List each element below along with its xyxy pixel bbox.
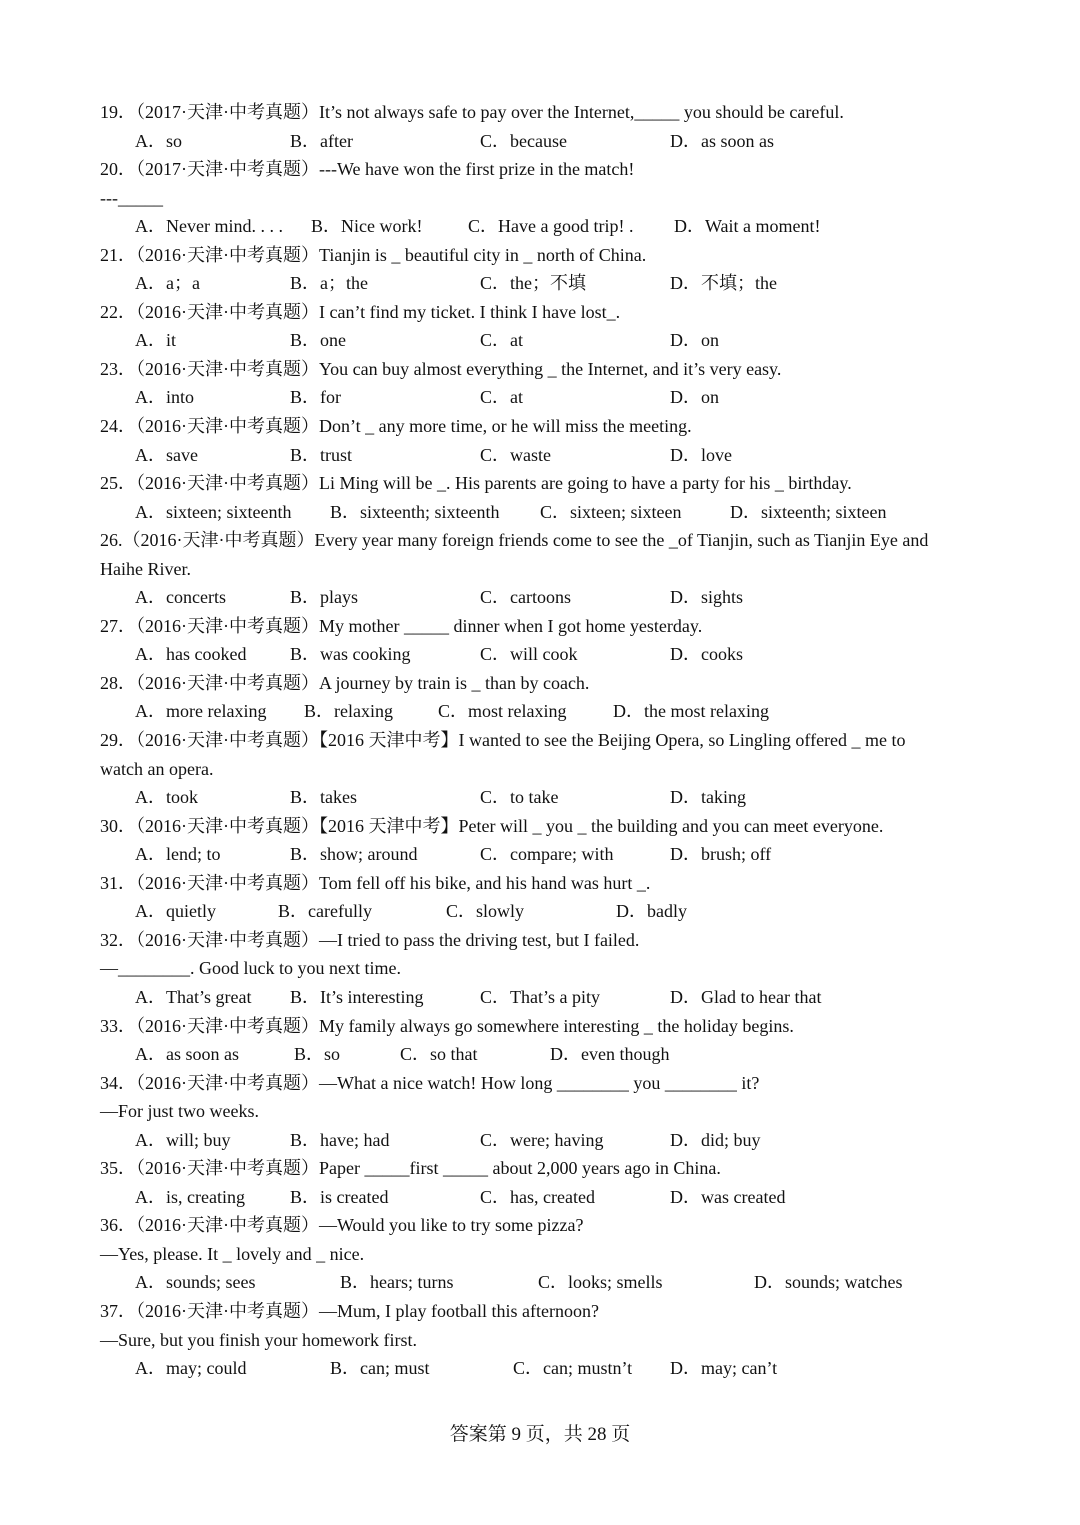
answer-options	[100, 1126, 1000, 1155]
question-stem-continuation: —Sure, but you finish your homework first.	[100, 1329, 417, 1350]
option-c: C．the；不填	[480, 273, 586, 294]
option-c: C．will cook	[480, 644, 578, 665]
option-b: B．is created	[290, 1186, 389, 1207]
question-q35	[100, 1154, 1000, 1211]
option-c: C．looks; smells	[538, 1272, 663, 1293]
option-a: A．into	[135, 387, 195, 408]
option-b: B．for	[290, 387, 341, 408]
option-a: A．it	[135, 330, 177, 351]
question-q23	[100, 355, 1000, 412]
answer-options	[100, 1183, 1000, 1212]
option-b: B．was cooking	[290, 644, 411, 665]
option-c: C．That’s a pity	[480, 986, 600, 1007]
question-stem: 37．（2016·天津·中考真题）—Mum, I play football this afternoon?	[100, 1300, 599, 1321]
option-b: B．relaxing	[304, 701, 393, 722]
option-b: B．have; had	[290, 1129, 390, 1150]
answer-options	[100, 1268, 1000, 1297]
question-q24	[100, 412, 1000, 469]
question-stem: 26.（2016·天津·中考真题）Every year many foreign friends come to see the _of Tianjin, such as Tianjin Eye and	[100, 530, 929, 551]
question-q20	[100, 155, 1000, 241]
option-b: B．one	[290, 330, 346, 351]
question-stem: 28．（2016·天津·中考真题）A journey by train is _ than by coach.	[100, 672, 590, 693]
option-b: B．so	[294, 1044, 341, 1065]
option-a: A．may; could	[135, 1358, 247, 1379]
option-a: A．so	[135, 130, 183, 151]
question-stem: 21．（2016·天津·中考真题）Tianjin is _ beautiful city in _ north of China.	[100, 244, 647, 265]
answer-options	[100, 897, 1000, 926]
question-stem-continuation: ---_____	[100, 187, 163, 208]
answer-options	[100, 212, 1000, 241]
option-d: D．on	[670, 387, 719, 408]
option-c: C．to take	[480, 787, 559, 808]
question-q27	[100, 612, 1000, 669]
option-d: D．sounds; watches	[754, 1272, 903, 1293]
option-d: D．as soon as	[670, 130, 774, 151]
option-a: A．is, creating	[135, 1186, 245, 1207]
question-stem: 31．（2016·天津·中考真题）Tom fell off his bike, and his hand was hurt _.	[100, 872, 651, 893]
question-stem: 33．（2016·天津·中考真题）My family always go somewhere interesting _ the holiday begins.	[100, 1015, 794, 1036]
option-b: B．sixteenth; sixteenth	[330, 501, 500, 522]
answer-options	[100, 697, 1000, 726]
answer-options	[100, 127, 1000, 156]
question-stem: 36．（2016·天津·中考真题）—Would you like to try some pizza?	[100, 1215, 584, 1236]
option-b: B．carefully	[278, 901, 372, 922]
option-d: D．the most relaxing	[613, 701, 769, 722]
option-b: B．Nice work!	[311, 216, 423, 237]
question-q37	[100, 1297, 1000, 1383]
question-stem: 27．（2016·天津·中考真题）My mother _____ dinner when I got home yesterday.	[100, 615, 703, 636]
question-stem: 24．（2016·天津·中考真题）Don’t _ any more time, or he will miss the meeting.	[100, 416, 692, 437]
answer-options	[100, 583, 1000, 612]
question-q33	[100, 1012, 1000, 1069]
option-d: D．Wait a moment!	[674, 216, 821, 237]
option-b: B．plays	[290, 587, 359, 608]
question-stem: 30．（2016·天津·中考真题）【2016 天津中考】Peter will _ you _ the building and you can meet everyone.	[100, 815, 884, 836]
option-a: A．That’s great	[135, 986, 252, 1007]
option-b: B．trust	[290, 444, 353, 465]
option-b: B．hears; turns	[340, 1272, 454, 1293]
question-stem-continuation: —Yes, please. It _ lovely and _ nice.	[100, 1243, 365, 1264]
option-a: A．Never mind. . . .	[135, 216, 283, 237]
question-q28	[100, 669, 1000, 726]
answer-options	[100, 1354, 1000, 1383]
question-q21	[100, 241, 1000, 298]
option-a: A．sounds; sees	[135, 1272, 256, 1293]
option-c: C．has, created	[480, 1186, 595, 1207]
option-c: C．so that	[400, 1044, 478, 1065]
option-c: C．can; mustn’t	[513, 1358, 633, 1379]
question-q32	[100, 926, 1000, 1012]
question-q26	[100, 526, 1000, 612]
option-c: C．because	[480, 130, 567, 151]
option-c: C．sixteen; sixteen	[540, 501, 682, 522]
option-a: A．took	[135, 787, 198, 808]
answer-options	[100, 498, 1000, 527]
answer-options	[100, 326, 1000, 355]
question-q19	[100, 98, 1000, 155]
option-c: C．Have a good trip! .	[468, 216, 634, 237]
answer-options	[100, 983, 1000, 1012]
question-stem-continuation: watch an opera.	[100, 758, 214, 779]
question-q31	[100, 869, 1000, 926]
option-a: A．a；a	[135, 273, 200, 294]
option-a: A．more relaxing	[135, 701, 267, 722]
option-c: C．at	[480, 330, 523, 351]
question-stem: 20．（2017·天津·中考真题）---We have won the first prize in the match!	[100, 159, 635, 180]
option-c: C．compare; with	[480, 844, 614, 865]
question-stem-continuation: Haihe River.	[100, 558, 191, 579]
question-q29	[100, 726, 1000, 812]
option-d: D．cooks	[670, 644, 743, 665]
question-stem: 29．（2016·天津·中考真题）【2016 天津中考】I wanted to see the Beijing Opera, so Lingling offered _ me to	[100, 730, 906, 751]
answer-options	[100, 269, 1000, 298]
option-d: D．on	[670, 330, 719, 351]
option-a: A．concerts	[135, 587, 226, 608]
option-d: D．sixteenth; sixteen	[730, 501, 887, 522]
option-a: A．lend; to	[135, 844, 221, 865]
option-b: B．a；the	[290, 273, 368, 294]
option-d: D．even though	[550, 1044, 670, 1065]
option-d: D．love	[670, 444, 732, 465]
option-a: A．will; buy	[135, 1129, 231, 1150]
option-b: B．show; around	[290, 844, 418, 865]
option-a: A．as soon as	[135, 1044, 239, 1065]
question-stem: 34．（2016·天津·中考真题）—What a nice watch! How long ________ you ________ it?	[100, 1072, 760, 1093]
option-c: C．at	[480, 387, 523, 408]
option-d: D．was created	[670, 1186, 786, 1207]
question-q25	[100, 469, 1000, 526]
question-stem: 22．（2016·天津·中考真题）I can’t find my ticket. I think I have lost_.	[100, 301, 621, 322]
option-d: D．Glad to hear that	[670, 986, 822, 1007]
answer-options	[100, 441, 1000, 470]
option-a: A．save	[135, 444, 198, 465]
option-d: D．sights	[670, 587, 744, 608]
option-d: D．did; buy	[670, 1129, 761, 1150]
question-q34	[100, 1069, 1000, 1155]
page-footer: 答案第 9 页，共 28 页	[449, 1424, 631, 1445]
answer-options	[100, 383, 1000, 412]
option-c: C．were; having	[480, 1129, 604, 1150]
option-a: A．quietly	[135, 901, 216, 922]
option-c: C．waste	[480, 444, 551, 465]
option-c: C．slowly	[446, 901, 525, 922]
question-stem: 35．（2016·天津·中考真题）Paper _____first _____ about 2,000 years ago in China.	[100, 1158, 721, 1179]
question-stem: 25．（2016·天津·中考真题）Li Ming will be _. His parents are going to have a party for his _ birthday.	[100, 473, 852, 494]
answer-options	[100, 840, 1000, 869]
option-d: D．may; can’t	[670, 1358, 778, 1379]
question-stem-continuation: —________. Good luck to you next time.	[100, 958, 401, 979]
option-d: D．不填；the	[670, 273, 777, 294]
option-b: B．takes	[290, 787, 357, 808]
option-a: A．sixteen; sixteenth	[135, 501, 292, 522]
question-q36	[100, 1211, 1000, 1297]
question-q30	[100, 812, 1000, 869]
option-c: C．cartoons	[480, 587, 571, 608]
question-q22	[100, 298, 1000, 355]
option-b: B．after	[290, 130, 353, 151]
question-stem: 19．（2017·天津·中考真题）It’s not always safe to pay over the Internet,_____ you should be careful.	[100, 102, 844, 122]
question-stem: 23．（2016·天津·中考真题）You can buy almost everything _ the Internet, and it’s very easy.	[100, 358, 782, 379]
option-b: B．can; must	[330, 1358, 430, 1379]
option-d: D．brush; off	[670, 844, 772, 865]
answer-options	[100, 640, 1000, 669]
option-d: D．badly	[616, 901, 687, 922]
answer-options	[100, 783, 1000, 812]
option-b: B．It’s interesting	[290, 986, 424, 1007]
option-a: A．has cooked	[135, 644, 247, 665]
option-d: D．taking	[670, 787, 746, 808]
question-list	[100, 98, 1000, 1383]
option-c: C．most relaxing	[438, 701, 567, 722]
question-stem-continuation: —For just two weeks.	[100, 1101, 259, 1122]
answer-options	[100, 1040, 1000, 1069]
question-stem: 32．（2016·天津·中考真题）—I tried to pass the driving test, but I failed.	[100, 929, 640, 950]
